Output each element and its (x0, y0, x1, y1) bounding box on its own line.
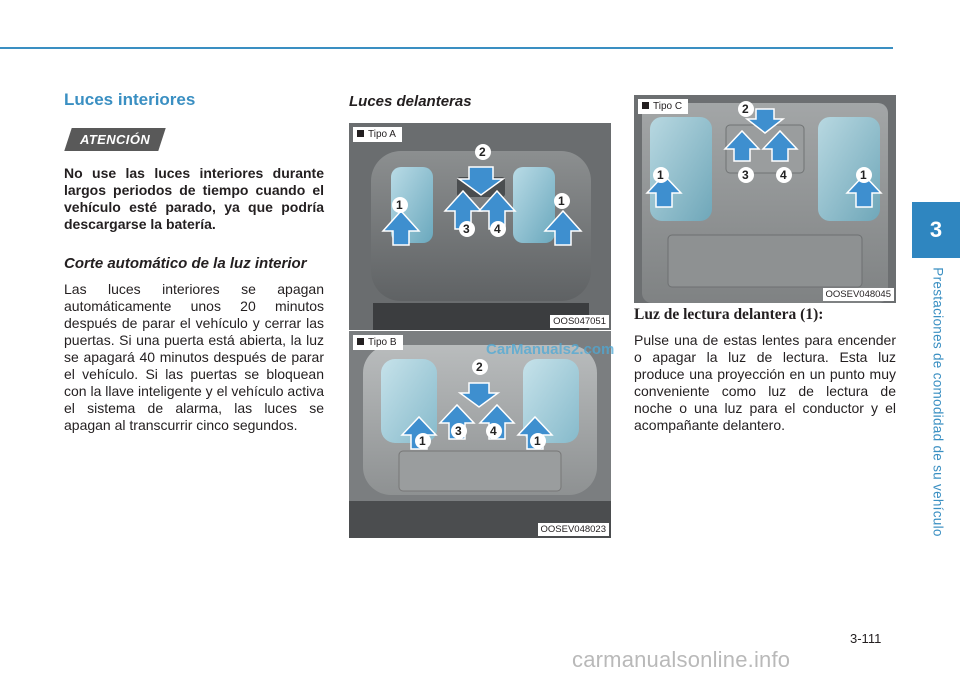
figure-type-a (349, 123, 611, 330)
figure-type-b (349, 331, 611, 538)
svg-text:3: 3 (463, 222, 470, 236)
svg-text:3: 3 (455, 424, 462, 438)
figure-b-image (349, 331, 611, 538)
chapter-tab (912, 202, 960, 258)
svg-text:1: 1 (657, 168, 664, 182)
figure-a-image (349, 123, 611, 330)
figure-a-code: OOS047051 (550, 315, 609, 328)
svg-text:3: 3 (742, 168, 749, 182)
footer-watermark: carmanualsonline.info (572, 647, 791, 672)
svg-text:4: 4 (780, 168, 787, 182)
section-heading: Luces interiores (64, 90, 196, 109)
figure-a-type-label: Tipo A (353, 127, 402, 142)
reading-light-heading: Luz de lectura delantera (1): (634, 306, 824, 323)
chapter-number: 3 (929, 217, 943, 242)
svg-text:4: 4 (494, 222, 501, 236)
chapter-side-title (928, 268, 948, 536)
reading-light-text: Pulse una de estas lentes para encender o apagar la luz de lectura. Esta luz produce una proyección en un punto muy conveniente como luz de lectura de noche o una luz para el conductor y el acompañante delantero. (634, 332, 896, 433)
figure-c-code: OOSEV048045 (823, 288, 895, 301)
subheading: Corte automático de la luz interior (64, 255, 307, 272)
svg-text:1: 1 (558, 194, 565, 208)
page-number: 3-111 (850, 631, 882, 646)
svg-text:2: 2 (742, 102, 749, 116)
svg-text:4: 4 (490, 424, 497, 438)
chapter-title: Prestaciones de comodidad de su vehículo (930, 267, 946, 537)
figure-c-type-label: Tipo C (638, 99, 688, 114)
svg-text:2: 2 (476, 360, 483, 374)
right-column (634, 306, 896, 434)
svg-text:1: 1 (860, 168, 867, 182)
svg-text:1: 1 (396, 198, 403, 212)
svg-text:1: 1 (419, 434, 426, 448)
auto-off-text: Las luces interiores se apagan automáticamente unos 20 minutos después de parar el vehículo y cerrar las puertas. Si una puerta está abierta, la luz se apagará 40 minutos después de parar el vehículo. Si las puertas se bloquean con la llave inteligente y el vehículo activa el sistema de alarma, las luces se apagan al transcurrir cinco segundos. (64, 281, 324, 433)
header-rule (0, 47, 893, 49)
svg-text:2: 2 (479, 145, 486, 159)
svg-text:1: 1 (534, 434, 541, 448)
figure-c-image (634, 95, 896, 303)
front-lights-heading: Luces delanteras (349, 93, 472, 110)
warning-badge (64, 128, 166, 151)
figure-type-c (634, 95, 896, 303)
figure-b-code: OOSEV048023 (538, 523, 610, 536)
left-column (64, 90, 324, 434)
overlay-watermark: CarManuals2.com (486, 341, 615, 358)
warning-text: No use las luces interiores durante largos periodos de tiempo cuando el vehículo esté parado, ya que podría descargarse la batería. (64, 165, 324, 232)
warning-label: ATENCIÓN (80, 132, 151, 147)
figure-b-type-label: Tipo B (353, 335, 403, 350)
